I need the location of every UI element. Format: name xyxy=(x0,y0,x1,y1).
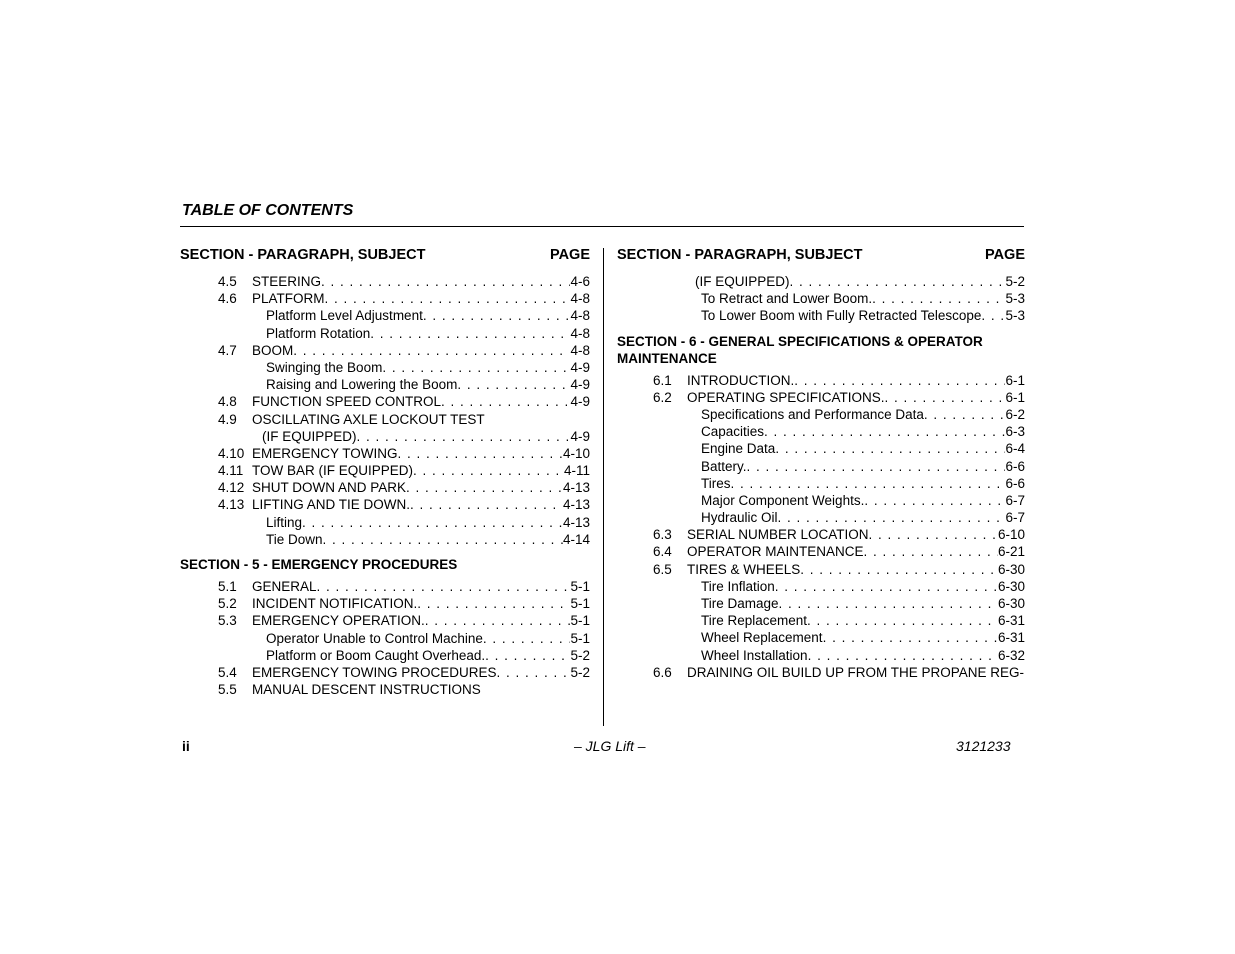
toc-entry-page: 5-2 xyxy=(570,647,590,663)
toc-entry-label: GENERAL xyxy=(252,579,317,594)
toc-entry xyxy=(617,526,1025,543)
dot-leader xyxy=(864,492,1005,509)
toc-entry-label: Platform Rotation xyxy=(266,325,371,341)
toc-entry-label: Battery. xyxy=(701,458,747,474)
toc-entry-page: 5-3 xyxy=(1005,308,1025,324)
toc-entry-page: 5-2 xyxy=(1005,274,1025,289)
toc-entry-number: 4.5 xyxy=(218,274,237,289)
toc-entry-label: STEERING xyxy=(252,274,322,289)
toc-entry xyxy=(180,393,590,410)
column-header xyxy=(180,245,590,273)
dot-leader xyxy=(317,578,571,595)
toc-entry-line xyxy=(252,342,590,359)
toc-entry xyxy=(180,359,590,376)
dot-leader xyxy=(775,440,1005,457)
section-heading-line: MAINTENANCE xyxy=(617,350,717,366)
toc-entry-line xyxy=(701,458,1025,475)
dot-leader xyxy=(790,273,1006,290)
toc-entry xyxy=(180,664,590,681)
toc-entry-line xyxy=(687,561,1025,578)
toc-entry-line xyxy=(266,647,590,664)
toc-entry-page: 6-4 xyxy=(1005,441,1025,457)
dot-leader xyxy=(302,514,563,531)
toc-entry-line xyxy=(252,578,590,595)
dot-leader xyxy=(323,531,563,548)
toc-entry-line xyxy=(266,359,590,376)
dot-leader xyxy=(423,307,571,324)
toc-entry-line xyxy=(687,372,1025,389)
toc-entry-page: 5-1 xyxy=(570,613,590,629)
toc-entry xyxy=(180,273,590,290)
toc-entry-line xyxy=(687,664,1025,681)
toc-entry-label: Wheel Replacement xyxy=(701,630,823,646)
toc-entry-line xyxy=(252,664,590,681)
toc-entry-page: 6-6 xyxy=(1005,458,1025,474)
toc-entry-line xyxy=(266,325,590,342)
toc-entry-label: PLATFORM xyxy=(252,291,325,307)
dot-leader xyxy=(325,290,571,307)
toc-entry-label: Platform or Boom Caught Overhead. xyxy=(266,647,486,663)
page-heading: PAGE xyxy=(549,247,590,263)
toc-entry-label: SERIAL NUMBER LOCATION xyxy=(687,527,869,543)
toc-entry-line xyxy=(701,406,1025,423)
toc-entry-number: 4.9 xyxy=(218,411,237,427)
toc-entry-page: 4-8 xyxy=(570,325,590,341)
toc-entry-label: EMERGENCY OPERATION. xyxy=(252,613,425,629)
toc-entry xyxy=(617,273,1025,290)
toc-entry-line xyxy=(252,290,590,307)
toc-entry-label: Tire Replacement xyxy=(701,613,808,629)
toc-entry-label: To Retract and Lower Boom. xyxy=(701,291,873,307)
dot-leader xyxy=(924,406,1006,423)
toc-entry-label: Lifting xyxy=(266,514,303,530)
toc-entry-page: 6-10 xyxy=(997,527,1025,543)
toc-list xyxy=(617,372,1025,681)
toc-entry xyxy=(180,376,590,393)
dot-leader xyxy=(794,372,1005,389)
dot-leader xyxy=(1024,664,1025,681)
dot-leader xyxy=(457,376,570,393)
toc-entry-line xyxy=(252,273,590,290)
toc-entry-page: 4-13 xyxy=(562,514,590,530)
toc-entry-page: 6-1 xyxy=(1005,389,1025,405)
toc-entry-number: 4.12 xyxy=(218,480,245,496)
dot-leader xyxy=(485,411,590,428)
toc-entry-label: LIFTING AND TIE DOWN. xyxy=(252,497,411,513)
toc-entry-label: DRAINING OIL BUILD UP FROM THE PROPANE REG- xyxy=(687,664,1025,680)
toc-entry-page: 6-7 xyxy=(1005,510,1025,526)
toc-entry-line xyxy=(701,647,1025,664)
toc-entry-line xyxy=(687,543,1025,560)
toc-entry xyxy=(617,509,1025,526)
toc-entry xyxy=(617,595,1025,612)
toc-entry-label: TIRES & WHEELS xyxy=(687,561,801,577)
toc-entry-line xyxy=(701,475,1025,492)
toc-entry-page: 6-21 xyxy=(997,544,1025,560)
page-heading: PAGE xyxy=(984,247,1025,263)
toc-entry-line xyxy=(701,578,1025,595)
toc-entry-number: 4.10 xyxy=(218,445,245,461)
column-divider xyxy=(603,248,604,726)
toc-entry-page: 4-10 xyxy=(562,445,590,461)
toc-entry-line xyxy=(701,509,1025,526)
toc-entry-label: Platform Level Adjustment xyxy=(266,308,423,324)
toc-entry-line xyxy=(266,307,590,324)
toc-entry xyxy=(617,561,1025,578)
toc-entry-label: Engine Data xyxy=(701,441,776,457)
toc-entry-label: (IF EQUIPPED) xyxy=(262,428,357,444)
toc-entry-page: 4-11 xyxy=(563,463,590,479)
toc-entry-label: Tires xyxy=(701,475,731,491)
toc-entry-number: 6.1 xyxy=(653,372,672,388)
dot-leader xyxy=(417,595,570,612)
toc-entry xyxy=(180,428,590,445)
toc-entry xyxy=(180,595,590,612)
toc-entry-line xyxy=(266,630,590,647)
toc-entry xyxy=(180,612,590,629)
dot-leader xyxy=(497,664,571,681)
toc-entry-line xyxy=(252,479,590,496)
toc-entry-label: Major Component Weights. xyxy=(701,492,865,508)
toc-entry-line xyxy=(701,290,1025,307)
dot-leader xyxy=(872,290,1005,307)
toc-entry-page: 6-2 xyxy=(1005,406,1025,422)
toc-entry xyxy=(180,681,590,698)
dot-leader xyxy=(775,578,998,595)
toc-entry-number: 6.2 xyxy=(653,389,672,405)
dot-leader xyxy=(483,630,571,647)
toc-list xyxy=(180,578,590,698)
toc-entry-page: 6-3 xyxy=(1005,424,1025,440)
toc-entry-line xyxy=(687,389,1025,406)
toc-entry-page: 5-2 xyxy=(570,664,590,680)
toc-entry-number: 4.13 xyxy=(218,497,245,513)
toc-entry-line xyxy=(701,492,1025,509)
dot-leader xyxy=(864,543,998,560)
toc-entry xyxy=(617,458,1025,475)
toc-entry-label: OSCILLATING AXLE LOCKOUT TEST xyxy=(252,411,485,427)
footer-brand: – JLG Lift – xyxy=(574,738,646,754)
document-number: 3121233 xyxy=(956,738,1011,754)
toc-entry-page: 4-9 xyxy=(570,394,590,410)
dot-leader xyxy=(747,458,1006,475)
toc-entry xyxy=(180,630,590,647)
toc-entry xyxy=(180,479,590,496)
header-rule xyxy=(180,226,1024,227)
toc-entry xyxy=(180,307,590,324)
section-heading xyxy=(617,325,1025,372)
toc-entry-label: OPERATOR MAINTENANCE xyxy=(687,544,864,560)
toc-entry-number: 6.6 xyxy=(653,664,672,680)
toc-entry-page: 6-31 xyxy=(997,613,1025,629)
section-heading-line: SECTION - 6 - GENERAL SPECIFICATIONS & OPERATOR xyxy=(617,333,983,349)
toc-entry-label: TOW BAR (IF EQUIPPED) xyxy=(252,463,414,479)
toc-entry xyxy=(617,423,1025,440)
toc-entry xyxy=(617,406,1025,423)
toc-entry-line xyxy=(252,681,590,698)
toc-entry-line xyxy=(252,445,590,462)
toc-entry-page: 6-1 xyxy=(1005,372,1025,388)
toc-entry-page: 5-1 xyxy=(570,579,590,594)
toc-entry-number: 4.11 xyxy=(218,463,244,479)
toc-entry-line xyxy=(252,393,590,410)
toc-entry xyxy=(180,647,590,664)
toc-entry xyxy=(180,531,590,548)
toc-entry-number: 6.3 xyxy=(653,527,672,543)
toc-entry xyxy=(617,440,1025,457)
dot-leader xyxy=(981,307,1005,324)
toc-entry-line xyxy=(701,423,1025,440)
toc-entry-label: FUNCTION SPEED CONTROL xyxy=(252,394,442,410)
toc-entry-label: Swinging the Boom xyxy=(266,359,383,375)
toc-entry xyxy=(617,307,1025,324)
toc-entry-label: BOOM xyxy=(252,342,294,358)
toc-list xyxy=(617,273,1025,325)
toc-entry-number: 5.3 xyxy=(218,613,237,629)
toc-entry xyxy=(180,342,590,359)
dot-leader xyxy=(413,462,564,479)
toc-entry-page: 6-6 xyxy=(1005,475,1025,491)
toc-entry-number: 6.4 xyxy=(653,544,672,560)
dot-leader xyxy=(731,475,1006,492)
toc-entry xyxy=(617,492,1025,509)
toc-entry xyxy=(617,664,1025,681)
toc-entry-page: 4-9 xyxy=(570,377,590,393)
dot-leader xyxy=(321,273,570,290)
toc-entry-number: 4.6 xyxy=(218,291,237,307)
dot-leader xyxy=(823,629,998,646)
dot-leader xyxy=(481,681,590,698)
toc-entry-number: 5.4 xyxy=(218,664,237,680)
dot-leader xyxy=(357,428,571,445)
toc-entry-page: 4-8 xyxy=(570,308,590,324)
toc-entry-line xyxy=(266,376,590,393)
toc-entry-page: 6-30 xyxy=(997,596,1025,611)
dot-leader xyxy=(800,561,998,578)
toc-entry-label: EMERGENCY TOWING xyxy=(252,445,398,461)
toc-entry-line xyxy=(695,273,1025,290)
toc-entry xyxy=(617,475,1025,492)
toc-entry xyxy=(180,325,590,342)
toc-entry-number: 5.5 xyxy=(218,682,237,698)
toc-entry-line xyxy=(701,595,1025,612)
dot-leader xyxy=(425,612,571,629)
column-header xyxy=(617,245,1025,273)
toc-entry xyxy=(180,496,590,513)
toc-entry-line xyxy=(701,612,1025,629)
toc-entry xyxy=(617,290,1025,307)
toc-entry-page: 4-9 xyxy=(570,428,590,444)
toc-entry-label: INTRODUCTION. xyxy=(687,372,795,388)
toc-entry-label: Raising and Lowering the Boom xyxy=(266,377,458,393)
dot-leader xyxy=(485,647,570,664)
toc-entry-line xyxy=(266,531,590,548)
toc-entry-label: EMERGENCY TOWING PROCEDURES xyxy=(252,664,497,680)
dot-leader xyxy=(406,479,563,496)
toc-entry-label: Specifications and Performance Data xyxy=(701,406,924,422)
toc-entry-line xyxy=(701,440,1025,457)
toc-entry-page: 6-30 xyxy=(997,578,1025,594)
toc-entry-page: 4-13 xyxy=(562,497,590,513)
toc-entry-line xyxy=(252,462,590,479)
toc-entry-page: 4-14 xyxy=(562,531,590,547)
toc-entry-line xyxy=(701,307,1025,324)
toc-entry-page: 4-8 xyxy=(570,291,590,307)
toc-entry xyxy=(180,514,590,531)
dot-leader xyxy=(808,647,998,664)
toc-entry-page: 5-1 xyxy=(570,596,590,612)
toc-entry-line xyxy=(687,526,1025,543)
toc-entry-line xyxy=(252,612,590,629)
toc-entry-page: 6-32 xyxy=(997,647,1025,663)
section-heading: SECTION - 5 - EMERGENCY PROCEDURES xyxy=(180,557,458,572)
subject-heading: SECTION - PARAGRAPH, SUBJECT xyxy=(617,247,863,263)
toc-entry xyxy=(617,612,1025,629)
toc-entry-page: 5-1 xyxy=(570,630,590,646)
toc-entry-line xyxy=(252,411,590,428)
toc-entry-page: 4-9 xyxy=(570,359,590,375)
toc-entry xyxy=(180,290,590,307)
dot-leader xyxy=(398,445,563,462)
toc-right-column xyxy=(617,245,1025,681)
dot-leader xyxy=(382,359,570,376)
toc-entry-number: 6.5 xyxy=(653,561,672,577)
toc-entry-label: Tire Inflation xyxy=(701,578,775,594)
toc-entry xyxy=(617,372,1025,389)
toc-entry-label: To Lower Boom with Fully Retracted Telescope xyxy=(701,308,982,324)
toc-entry-label: OPERATING SPECIFICATIONS. xyxy=(687,389,885,405)
toc-entry-page: 4-13 xyxy=(562,480,590,496)
toc-entry-number: 5.2 xyxy=(218,596,237,612)
toc-entry-line xyxy=(262,428,590,445)
toc-entry-number: 4.7 xyxy=(218,342,237,358)
toc-entry-label: Tire Damage xyxy=(701,596,779,611)
toc-entry-number: 5.1 xyxy=(218,579,237,594)
toc-entry xyxy=(180,445,590,462)
toc-entry-page: 4-6 xyxy=(570,274,590,289)
toc-entry-line xyxy=(252,496,590,513)
toc-entry-label: Hydraulic Oil xyxy=(701,510,778,526)
toc-entry xyxy=(180,578,590,595)
toc-entry-label: Operator Unable to Control Machine xyxy=(266,630,483,646)
toc-entry xyxy=(617,629,1025,646)
subject-heading: SECTION - PARAGRAPH, SUBJECT xyxy=(180,247,426,263)
dot-leader xyxy=(293,342,570,359)
dot-leader xyxy=(869,526,998,543)
toc-entry xyxy=(180,462,590,479)
toc-entry-page: 5-3 xyxy=(1005,291,1025,307)
toc-entry-line xyxy=(701,629,1025,646)
page-title: TABLE OF CONTENTS xyxy=(182,202,354,219)
toc-entry-page: 4-8 xyxy=(570,342,590,358)
toc-list xyxy=(180,273,590,548)
toc-entry-number: 4.8 xyxy=(218,394,237,410)
toc-entry xyxy=(617,578,1025,595)
dot-leader xyxy=(410,496,563,513)
toc-entry-page: 6-7 xyxy=(1005,492,1025,508)
dot-leader xyxy=(779,595,998,612)
toc-entry-page: 6-31 xyxy=(997,630,1025,646)
toc-left-column xyxy=(180,245,590,698)
toc-entry xyxy=(617,543,1025,560)
toc-entry-label: MANUAL DESCENT INSTRUCTIONS xyxy=(252,682,481,698)
toc-entry-label: Tie Down xyxy=(266,531,323,547)
toc-entry-line xyxy=(266,514,590,531)
toc-entry-label: (IF EQUIPPED) xyxy=(695,274,790,289)
dot-leader xyxy=(885,389,1006,406)
dot-leader xyxy=(370,325,570,342)
toc-entry-label: SHUT DOWN AND PARK xyxy=(252,480,407,496)
toc-entry xyxy=(180,411,590,428)
toc-entry xyxy=(617,389,1025,406)
toc-entry xyxy=(617,647,1025,664)
toc-entry-label: Capacities xyxy=(701,424,765,440)
page-number: ii xyxy=(182,738,190,754)
toc-entry-label: Wheel Installation xyxy=(701,647,808,663)
dot-leader xyxy=(441,393,570,410)
dot-leader xyxy=(764,423,1005,440)
dot-leader xyxy=(778,509,1006,526)
toc-entry-label: INCIDENT NOTIFICATION. xyxy=(252,596,418,612)
dot-leader xyxy=(807,612,998,629)
toc-entry-page: 6-30 xyxy=(997,561,1025,577)
toc-entry-line xyxy=(252,595,590,612)
